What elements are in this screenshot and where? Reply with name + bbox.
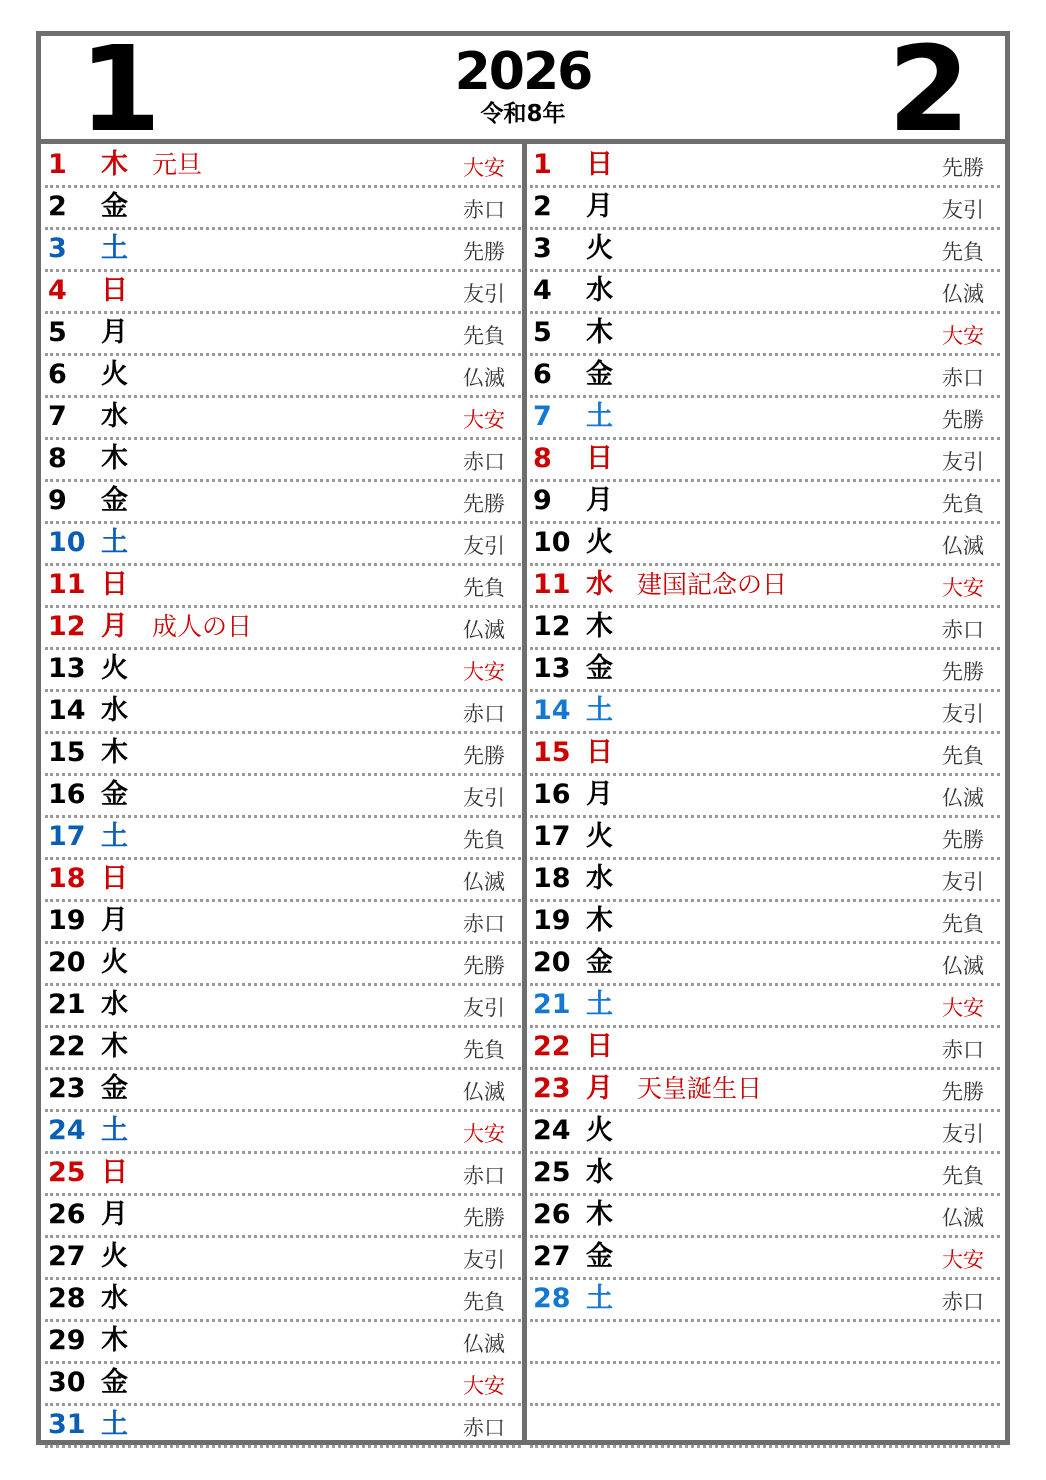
day-row xyxy=(530,860,1000,902)
rokuyo-label: 友引 xyxy=(463,1248,505,1272)
day-number: 5 xyxy=(48,317,67,348)
day-row xyxy=(530,1028,1000,1070)
weekday-label: 木 xyxy=(586,905,613,936)
day-number: 28 xyxy=(48,1283,86,1314)
rokuyo-label: 先勝 xyxy=(942,156,984,180)
weekday-label: 土 xyxy=(586,1283,613,1314)
rokuyo-label: 先勝 xyxy=(463,954,505,978)
day-row xyxy=(45,440,521,482)
weekday-label: 木 xyxy=(586,611,613,642)
weekday-label: 土 xyxy=(101,1115,128,1146)
empty-row xyxy=(530,1406,1000,1448)
day-row xyxy=(45,734,521,776)
weekday-label: 月 xyxy=(101,611,128,642)
day-number: 2 xyxy=(533,191,552,222)
weekday-label: 土 xyxy=(586,989,613,1020)
day-row xyxy=(45,566,521,608)
day-row xyxy=(530,1070,1000,1112)
day-number: 21 xyxy=(533,989,571,1020)
day-row xyxy=(45,524,521,566)
day-number: 16 xyxy=(533,779,571,810)
day-number: 1 xyxy=(48,149,67,180)
day-number: 17 xyxy=(533,821,571,852)
empty-row xyxy=(530,1322,1000,1364)
day-number: 18 xyxy=(533,863,571,894)
rokuyo-label: 先負 xyxy=(463,1038,505,1062)
rokuyo-label: 大安 xyxy=(463,1374,505,1398)
weekday-label: 火 xyxy=(586,1115,613,1146)
weekday-label: 日 xyxy=(586,1031,613,1062)
day-number: 17 xyxy=(48,821,86,852)
day-number: 7 xyxy=(48,401,67,432)
weekday-label: 水 xyxy=(586,275,613,306)
day-row xyxy=(45,356,521,398)
day-row xyxy=(45,986,521,1028)
rokuyo-label: 赤口 xyxy=(463,1416,505,1440)
weekday-label: 土 xyxy=(101,527,128,558)
weekday-label: 水 xyxy=(101,1283,128,1314)
day-number: 19 xyxy=(533,905,571,936)
weekday-label: 水 xyxy=(101,401,128,432)
weekday-label: 木 xyxy=(101,737,128,768)
weekday-label: 日 xyxy=(101,1157,128,1188)
rokuyo-label: 先負 xyxy=(463,828,505,852)
rokuyo-label: 仏滅 xyxy=(942,282,984,306)
rokuyo-label: 先負 xyxy=(942,492,984,516)
weekday-label: 月 xyxy=(101,317,128,348)
day-row xyxy=(530,440,1000,482)
rokuyo-label: 先勝 xyxy=(942,1080,984,1104)
empty-row xyxy=(530,1364,1000,1406)
day-number: 20 xyxy=(48,947,86,978)
day-row xyxy=(530,818,1000,860)
day-number: 25 xyxy=(533,1157,571,1188)
day-number: 20 xyxy=(533,947,571,978)
rokuyo-label: 友引 xyxy=(942,198,984,222)
rokuyo-label: 先負 xyxy=(463,576,505,600)
holiday-name: 建国記念の日 xyxy=(637,570,788,599)
rokuyo-label: 大安 xyxy=(463,660,505,684)
day-number: 19 xyxy=(48,905,86,936)
weekday-label: 土 xyxy=(101,821,128,852)
day-number: 22 xyxy=(533,1031,571,1062)
day-number: 13 xyxy=(533,653,571,684)
day-row xyxy=(530,272,1000,314)
day-number: 31 xyxy=(48,1409,86,1440)
day-row xyxy=(530,1238,1000,1280)
day-number: 24 xyxy=(48,1115,86,1146)
rokuyo-label: 大安 xyxy=(463,408,505,432)
rokuyo-label: 友引 xyxy=(463,534,505,558)
rokuyo-label: 先勝 xyxy=(463,240,505,264)
rokuyo-label: 大安 xyxy=(463,156,505,180)
rokuyo-label: 友引 xyxy=(463,786,505,810)
day-row xyxy=(530,608,1000,650)
day-number: 25 xyxy=(48,1157,86,1188)
weekday-label: 日 xyxy=(101,863,128,894)
weekday-label: 土 xyxy=(101,1409,128,1440)
day-row xyxy=(45,1196,521,1238)
weekday-label: 木 xyxy=(101,1031,128,1062)
day-row xyxy=(530,314,1000,356)
rokuyo-label: 先勝 xyxy=(463,1206,505,1230)
rokuyo-label: 仏滅 xyxy=(463,870,505,894)
day-row xyxy=(45,1406,521,1448)
left-month-number: 1 xyxy=(79,20,162,158)
day-number: 24 xyxy=(533,1115,571,1146)
rokuyo-label: 大安 xyxy=(942,324,984,348)
day-number: 7 xyxy=(533,401,552,432)
rokuyo-label: 友引 xyxy=(942,1122,984,1146)
weekday-label: 月 xyxy=(586,1073,613,1104)
weekday-label: 火 xyxy=(586,527,613,558)
day-number: 4 xyxy=(48,275,67,306)
day-row xyxy=(530,146,1000,188)
day-row xyxy=(45,692,521,734)
day-row xyxy=(530,1196,1000,1238)
weekday-label: 土 xyxy=(101,233,128,264)
day-number: 8 xyxy=(533,443,552,474)
day-row xyxy=(530,230,1000,272)
rokuyo-label: 赤口 xyxy=(463,450,505,474)
day-row xyxy=(45,1364,521,1406)
rokuyo-label: 仏滅 xyxy=(942,1206,984,1230)
weekday-label: 金 xyxy=(101,779,128,810)
day-row xyxy=(530,524,1000,566)
day-number: 22 xyxy=(48,1031,86,1062)
year-title: 2026 xyxy=(454,42,592,102)
weekday-label: 日 xyxy=(101,569,128,600)
day-number: 2 xyxy=(48,191,67,222)
day-row xyxy=(45,902,521,944)
day-row xyxy=(530,944,1000,986)
weekday-label: 木 xyxy=(586,1199,613,1230)
day-number: 1 xyxy=(533,149,552,180)
rokuyo-label: 大安 xyxy=(942,996,984,1020)
day-row xyxy=(530,1154,1000,1196)
rokuyo-label: 赤口 xyxy=(463,912,505,936)
weekday-label: 金 xyxy=(586,359,613,390)
day-row xyxy=(530,734,1000,776)
rokuyo-label: 大安 xyxy=(942,576,984,600)
rokuyo-label: 友引 xyxy=(942,450,984,474)
weekday-label: 木 xyxy=(586,317,613,348)
day-row xyxy=(530,1280,1000,1322)
weekday-label: 金 xyxy=(101,1073,128,1104)
weekday-label: 木 xyxy=(101,1325,128,1356)
day-number: 8 xyxy=(48,443,67,474)
day-number: 4 xyxy=(533,275,552,306)
rokuyo-label: 先勝 xyxy=(942,660,984,684)
calendar-header xyxy=(41,20,1005,158)
rokuyo-label: 先負 xyxy=(942,240,984,264)
weekday-label: 日 xyxy=(586,443,613,474)
rokuyo-label: 先勝 xyxy=(942,408,984,432)
rokuyo-label: 仏滅 xyxy=(463,618,505,642)
holiday-name: 天皇誕生日 xyxy=(637,1074,763,1103)
day-row xyxy=(530,692,1000,734)
weekday-label: 金 xyxy=(586,947,613,978)
day-row xyxy=(45,1322,521,1364)
day-number: 18 xyxy=(48,863,86,894)
weekday-label: 金 xyxy=(101,485,128,516)
day-row xyxy=(45,230,521,272)
era-subtitle: 令和8年 xyxy=(480,101,566,127)
weekday-label: 火 xyxy=(586,821,613,852)
rokuyo-label: 先勝 xyxy=(942,828,984,852)
day-number: 6 xyxy=(533,359,552,390)
day-number: 23 xyxy=(48,1073,86,1104)
weekday-label: 日 xyxy=(101,275,128,306)
weekday-label: 木 xyxy=(101,149,128,180)
rokuyo-label: 赤口 xyxy=(463,1164,505,1188)
day-row xyxy=(530,986,1000,1028)
weekday-label: 月 xyxy=(101,905,128,936)
day-number: 13 xyxy=(48,653,86,684)
day-row xyxy=(45,818,521,860)
day-row xyxy=(530,356,1000,398)
rokuyo-label: 先負 xyxy=(463,324,505,348)
day-number: 15 xyxy=(48,737,86,768)
day-row xyxy=(45,188,521,230)
rokuyo-label: 先負 xyxy=(942,912,984,936)
day-row xyxy=(530,398,1000,440)
weekday-label: 日 xyxy=(586,149,613,180)
day-row xyxy=(45,860,521,902)
day-row xyxy=(45,944,521,986)
weekday-label: 火 xyxy=(101,359,128,390)
day-row xyxy=(45,1238,521,1280)
weekday-label: 水 xyxy=(101,989,128,1020)
rokuyo-label: 仏滅 xyxy=(942,954,984,978)
rokuyo-label: 仏滅 xyxy=(942,786,984,810)
rokuyo-label: 赤口 xyxy=(463,198,505,222)
weekday-label: 日 xyxy=(586,737,613,768)
day-number: 12 xyxy=(48,611,86,642)
weekday-label: 火 xyxy=(586,233,613,264)
day-row xyxy=(45,146,521,188)
weekday-label: 月 xyxy=(586,191,613,222)
day-number: 29 xyxy=(48,1325,86,1356)
day-row xyxy=(530,566,1000,608)
day-row xyxy=(45,398,521,440)
weekday-label: 月 xyxy=(101,1199,128,1230)
day-row xyxy=(530,776,1000,818)
day-number: 10 xyxy=(533,527,571,558)
day-number: 15 xyxy=(533,737,571,768)
holiday-name: 成人の日 xyxy=(152,612,253,641)
day-number: 9 xyxy=(533,485,552,516)
rokuyo-label: 大安 xyxy=(463,1122,505,1146)
day-row xyxy=(45,482,521,524)
rokuyo-label: 先勝 xyxy=(463,492,505,516)
rokuyo-label: 先負 xyxy=(463,1290,505,1314)
day-row xyxy=(45,314,521,356)
weekday-label: 水 xyxy=(586,569,613,600)
day-number: 12 xyxy=(533,611,571,642)
weekday-label: 水 xyxy=(101,695,128,726)
rokuyo-label: 赤口 xyxy=(463,702,505,726)
day-row xyxy=(45,1070,521,1112)
weekday-label: 水 xyxy=(586,1157,613,1188)
rokuyo-label: 仏滅 xyxy=(463,1332,505,1356)
day-number: 26 xyxy=(48,1199,86,1230)
weekday-label: 水 xyxy=(586,863,613,894)
rokuyo-label: 先勝 xyxy=(463,744,505,768)
day-row xyxy=(45,272,521,314)
weekday-label: 月 xyxy=(586,779,613,810)
day-number: 10 xyxy=(48,527,86,558)
rokuyo-label: 友引 xyxy=(942,870,984,894)
day-number: 30 xyxy=(48,1367,86,1398)
rokuyo-label: 仏滅 xyxy=(942,534,984,558)
rokuyo-label: 友引 xyxy=(942,702,984,726)
weekday-label: 金 xyxy=(101,1367,128,1398)
day-row xyxy=(45,1028,521,1070)
weekday-label: 金 xyxy=(101,191,128,222)
rokuyo-label: 仏滅 xyxy=(463,1080,505,1104)
day-number: 27 xyxy=(48,1241,86,1272)
day-number: 23 xyxy=(533,1073,571,1104)
day-row xyxy=(530,1112,1000,1154)
day-row xyxy=(45,608,521,650)
weekday-label: 土 xyxy=(586,695,613,726)
rokuyo-label: 仏滅 xyxy=(463,366,505,390)
day-number: 9 xyxy=(48,485,67,516)
rokuyo-label: 赤口 xyxy=(942,1038,984,1062)
weekday-label: 木 xyxy=(101,443,128,474)
weekday-label: 金 xyxy=(586,653,613,684)
day-row xyxy=(45,650,521,692)
holiday-name: 元旦 xyxy=(152,150,203,179)
rokuyo-label: 友引 xyxy=(463,282,505,306)
day-number: 6 xyxy=(48,359,67,390)
day-number: 26 xyxy=(533,1199,571,1230)
day-row xyxy=(45,1280,521,1322)
rokuyo-label: 先負 xyxy=(942,744,984,768)
weekday-label: 火 xyxy=(101,653,128,684)
day-number: 11 xyxy=(48,569,86,600)
day-number: 27 xyxy=(533,1241,571,1272)
rokuyo-label: 友引 xyxy=(463,996,505,1020)
day-row xyxy=(530,902,1000,944)
weekday-label: 火 xyxy=(101,947,128,978)
day-row xyxy=(530,482,1000,524)
day-number: 11 xyxy=(533,569,571,600)
day-number: 16 xyxy=(48,779,86,810)
day-row xyxy=(45,1112,521,1154)
day-number: 21 xyxy=(48,989,86,1020)
day-number: 28 xyxy=(533,1283,571,1314)
rokuyo-label: 赤口 xyxy=(942,618,984,642)
calendar-frame xyxy=(36,20,1010,1445)
month-1-column xyxy=(45,146,521,1448)
rokuyo-label: 赤口 xyxy=(942,366,984,390)
weekday-label: 月 xyxy=(586,485,613,516)
rokuyo-label: 先負 xyxy=(942,1164,984,1188)
day-number: 3 xyxy=(48,233,67,264)
day-number: 3 xyxy=(533,233,552,264)
day-number: 14 xyxy=(48,695,86,726)
day-row xyxy=(45,1154,521,1196)
rokuyo-label: 赤口 xyxy=(942,1290,984,1314)
right-month-number: 2 xyxy=(887,20,970,158)
rokuyo-label: 大安 xyxy=(942,1248,984,1272)
day-number: 5 xyxy=(533,317,552,348)
weekday-label: 金 xyxy=(586,1241,613,1272)
weekday-label: 火 xyxy=(101,1241,128,1272)
day-number: 14 xyxy=(533,695,571,726)
day-row xyxy=(530,188,1000,230)
month-2-column xyxy=(530,146,1000,1448)
column-divider xyxy=(522,139,527,1440)
day-row xyxy=(45,776,521,818)
day-row xyxy=(530,650,1000,692)
weekday-label: 土 xyxy=(586,401,613,432)
